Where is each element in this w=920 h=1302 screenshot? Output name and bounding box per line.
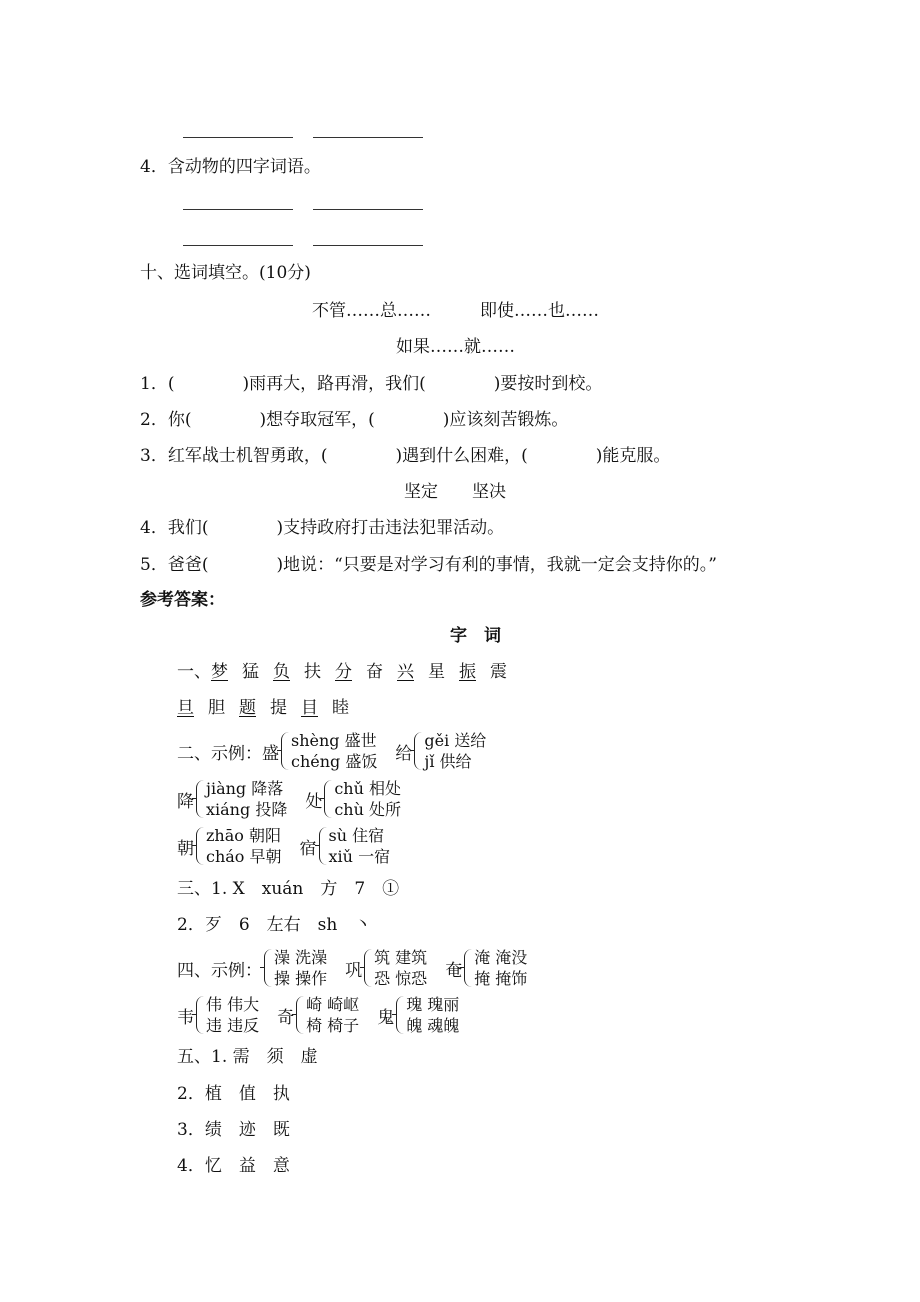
group-line: zhāo 朝阳 xyxy=(206,826,281,845)
word-option: 不管……总…… xyxy=(312,301,431,321)
group-line: chéng 盛饭 xyxy=(291,752,378,771)
bracket-group xyxy=(177,778,287,820)
question-item: 4．含动物的四字词语。 xyxy=(140,157,321,177)
answer-2-row xyxy=(177,778,419,820)
group-line: xiáng 投降 xyxy=(206,800,288,819)
question-item: 4．我们( )支持政府打击违法犯罪活动。 xyxy=(140,518,505,538)
bracket-group xyxy=(177,994,259,1036)
group-head: 奇 xyxy=(277,1007,295,1028)
answers-heading: 参考答案： xyxy=(140,590,225,610)
group-line: 伟 伟大 xyxy=(206,995,260,1014)
underlined-character: 题 xyxy=(239,698,256,718)
bracket-group xyxy=(300,825,391,867)
brace-icon xyxy=(281,732,289,770)
answer-prefix: 四、示例： xyxy=(177,960,262,981)
group-line: 崎 崎岖 xyxy=(306,995,360,1014)
bracket-group xyxy=(277,994,359,1036)
answer-4-row xyxy=(177,947,545,989)
answer-5: 3．绩 迹 既 xyxy=(177,1120,290,1140)
brace-icon xyxy=(414,732,422,770)
character: 提 xyxy=(270,698,287,718)
brace-icon xyxy=(296,996,304,1034)
answer-1 xyxy=(177,661,521,683)
answer-5: 2．植 值 执 xyxy=(177,1084,290,1104)
question-item: 3．红军战士机智勇敢，( )遇到什么困难，( )能克服。 xyxy=(140,446,671,466)
section-title: 十、选词填空。(10分) xyxy=(140,263,311,283)
group-head: 奄 xyxy=(445,960,463,981)
answer-1-cont xyxy=(177,697,363,719)
group-head: 给 xyxy=(395,743,413,764)
bracket-group xyxy=(377,994,459,1036)
word-option: 如果……就…… xyxy=(396,337,515,357)
question-item: 5．爸爸( )地说：“只要是对学习有利的事情，我就一定会支持你的。” xyxy=(140,555,717,575)
group-head: 盛 xyxy=(262,743,279,764)
group-head: 韦 xyxy=(177,1007,194,1028)
group-line: xiǔ 一宿 xyxy=(328,847,391,866)
group-line: 掩 掩饰 xyxy=(474,969,528,988)
group-head: 鬼 xyxy=(377,1007,395,1028)
character: 胆 xyxy=(208,698,225,718)
underlined-character: 振 xyxy=(459,662,476,682)
group-line: 椅 椅子 xyxy=(306,1016,360,1035)
answer-blank xyxy=(183,137,293,138)
group-line: jiàng 降落 xyxy=(206,779,284,798)
answer-5: 五、1. 需 须 虚 xyxy=(177,1047,318,1067)
brace-icon xyxy=(264,949,272,987)
bracket-group xyxy=(445,947,527,989)
underlined-character: 负 xyxy=(273,662,290,682)
bracket-group xyxy=(395,730,486,772)
brace-icon xyxy=(196,827,204,865)
answer-2-row xyxy=(177,730,504,772)
bracket-group xyxy=(177,825,282,867)
character: 奋 xyxy=(366,662,383,682)
answer-5: 4．忆 益 意 xyxy=(177,1156,290,1176)
bracket-group xyxy=(262,730,377,772)
group-line: 操 操作 xyxy=(274,969,328,988)
group-line: sù 住宿 xyxy=(328,826,385,845)
character: 星 xyxy=(428,662,445,682)
group-line: 瑰 瑰丽 xyxy=(406,995,460,1014)
group-line: chǔ 相处 xyxy=(334,779,401,798)
answer-prefix: 一、 xyxy=(177,662,211,682)
group-line: 恐 惊恐 xyxy=(374,969,428,988)
answer-blank xyxy=(313,137,423,138)
bracket-group xyxy=(262,947,327,989)
group-head: 降 xyxy=(177,791,194,812)
bracket-group xyxy=(345,947,427,989)
bracket-group xyxy=(305,778,401,820)
group-line: chù 处所 xyxy=(334,800,401,819)
group-head: 处 xyxy=(305,791,323,812)
answer-2-row xyxy=(177,825,408,867)
brace-icon xyxy=(196,780,204,818)
answer-3: 2．歹 6 左右 sh 丶 xyxy=(177,915,372,935)
answers-section-title: 字 词 xyxy=(450,626,501,646)
brace-icon xyxy=(319,827,327,865)
underlined-character: 旦 xyxy=(177,698,194,718)
answer-blank xyxy=(183,209,293,210)
answer-prefix: 二、示例： xyxy=(177,743,262,764)
question-item: 2．你( )想夺取冠军，( )应该刻苦锻炼。 xyxy=(140,410,569,430)
word-option: 即使……也…… xyxy=(480,301,599,321)
brace-icon xyxy=(324,780,332,818)
answer-3: 三、1. X xuán 方 7 ① xyxy=(177,879,400,899)
underlined-character: 梦 xyxy=(211,662,228,682)
group-line: cháo 早朝 xyxy=(206,847,282,866)
brace-icon xyxy=(196,996,204,1034)
group-head: 巩 xyxy=(345,960,363,981)
character: 睦 xyxy=(332,698,349,718)
group-head: 朝 xyxy=(177,838,194,859)
group-line: gěi 送给 xyxy=(424,731,487,750)
answer-4-row xyxy=(177,994,477,1036)
answer-blank xyxy=(313,209,423,210)
brace-icon xyxy=(464,949,472,987)
answer-blank xyxy=(313,245,423,246)
word-option: 坚定 坚决 xyxy=(404,482,506,502)
question-item: 1．( )雨再大，路再滑，我们( )要按时到校。 xyxy=(140,374,603,394)
character: 扶 xyxy=(304,662,321,682)
underlined-character: 兴 xyxy=(397,662,414,682)
brace-icon xyxy=(364,949,372,987)
group-line: 魄 魂魄 xyxy=(406,1016,460,1035)
brace-icon xyxy=(396,996,404,1034)
character: 猛 xyxy=(242,662,259,682)
answer-blank xyxy=(183,245,293,246)
group-head: 宿 xyxy=(299,838,317,859)
underlined-character: 目 xyxy=(301,698,318,718)
group-line: jǐ 供给 xyxy=(424,752,472,771)
group-line: 违 违反 xyxy=(206,1016,260,1035)
underlined-character: 分 xyxy=(335,662,352,682)
group-line: 澡 洗澡 xyxy=(274,948,328,967)
group-line: shèng 盛世 xyxy=(291,731,377,750)
group-line: 淹 淹没 xyxy=(474,948,528,967)
character: 震 xyxy=(490,662,507,682)
group-line: 筑 建筑 xyxy=(374,948,428,967)
